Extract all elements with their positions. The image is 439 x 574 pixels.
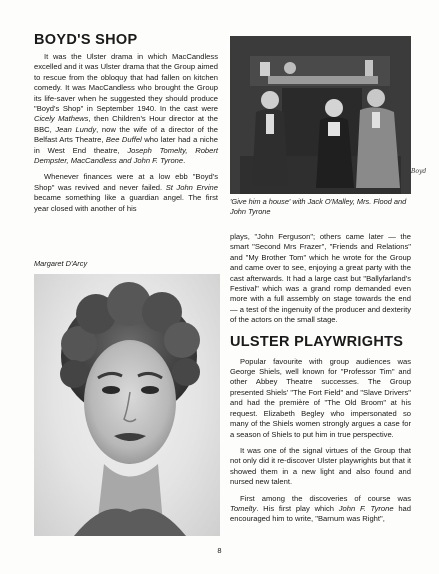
section-heading-boyds-shop: BOYD'S SHOP	[34, 32, 138, 48]
stage-scene-illustration	[230, 36, 411, 194]
page-number: 8	[217, 546, 222, 555]
paragraph-continued: plays, "John Ferguson"; others came later — the smart "Second Mrs Frazer", "Friends and Relations" and "My Brother Tom" which he wrote for the Group and came over to see, enjoying a great party with the cast afterwards. It had a large cast but "Ballyfarland's Festival" which was a grand romp demanded even more with a full assembly on stage towards the end — a test of the ingenuity of the producer and dexterity of the actors on the small stage.	[230, 232, 411, 325]
paragraph-playwrights-3: First among the discoveries of course was Tomelty. His first play which John F. Tyrone had encouraged him to write, "Barnum was Right",	[230, 493, 412, 524]
stage-photo	[230, 36, 411, 194]
paragraph-playwrights-2: It was one of the signal virtues of the Group that not only did it re-discover Ulster playwrights but that it showed them in a new light and also found and nursed new talent.	[230, 445, 411, 487]
right-column	[230, 232, 411, 531]
paragraph-boyds-shop-1: It was the Ulster drama in which MacCandless excelled and it was Ulster drama that the Group aimed to rescue from the obloquy that had fallen on kitchen comedy. It was MacCandless who brought the Group its life-saver when he suggested they should produce "Boyd's Shop" in September 1940. In the cast were Cicely Mathews, then Children's Hour director at the BBC, Jean Lundy, now the wife of a director of the Belfast Arts Theatre, Bee Duffel who later had a niche in West End theatre, Joseph Tomelty, Robert Dempster, MacCandless and John F. Tyrone.	[34, 52, 218, 166]
paragraph-playwrights-1: Popular favourite with group audiences was George Shiels, well known for "Professor Tim" and other Abbey Theatre successes. The Group presented Shiels' "The Fort Field" and "Slave Drivers" and had the première of "The Old Broom" at his request. Elizabeth Begley who impersonated so many of the Shiels women strongly argues a case for a season of Shiels to put him in true perspective.	[230, 356, 411, 439]
section-heading-ulster-playwrights: ULSTER PLAYWRIGHTS	[230, 333, 404, 350]
left-column	[34, 32, 218, 220]
photo-caption-stage: 'Give him a house' with Jack O'Malley, Mrs. Flood and John Tyrone	[230, 197, 407, 216]
portrait-photo	[34, 274, 220, 536]
photo-caption-margaret: Margaret D'Arcy	[34, 259, 88, 268]
photographer-signature: Boyd	[411, 168, 427, 175]
paragraph-boyds-shop-2: Whenever finances were at a low ebb "Boyd's Shop" was revived and never failed. St John Ervine became something like a guardian angel. The first year closed with another of his	[34, 172, 218, 213]
portrait-illustration	[34, 274, 220, 536]
